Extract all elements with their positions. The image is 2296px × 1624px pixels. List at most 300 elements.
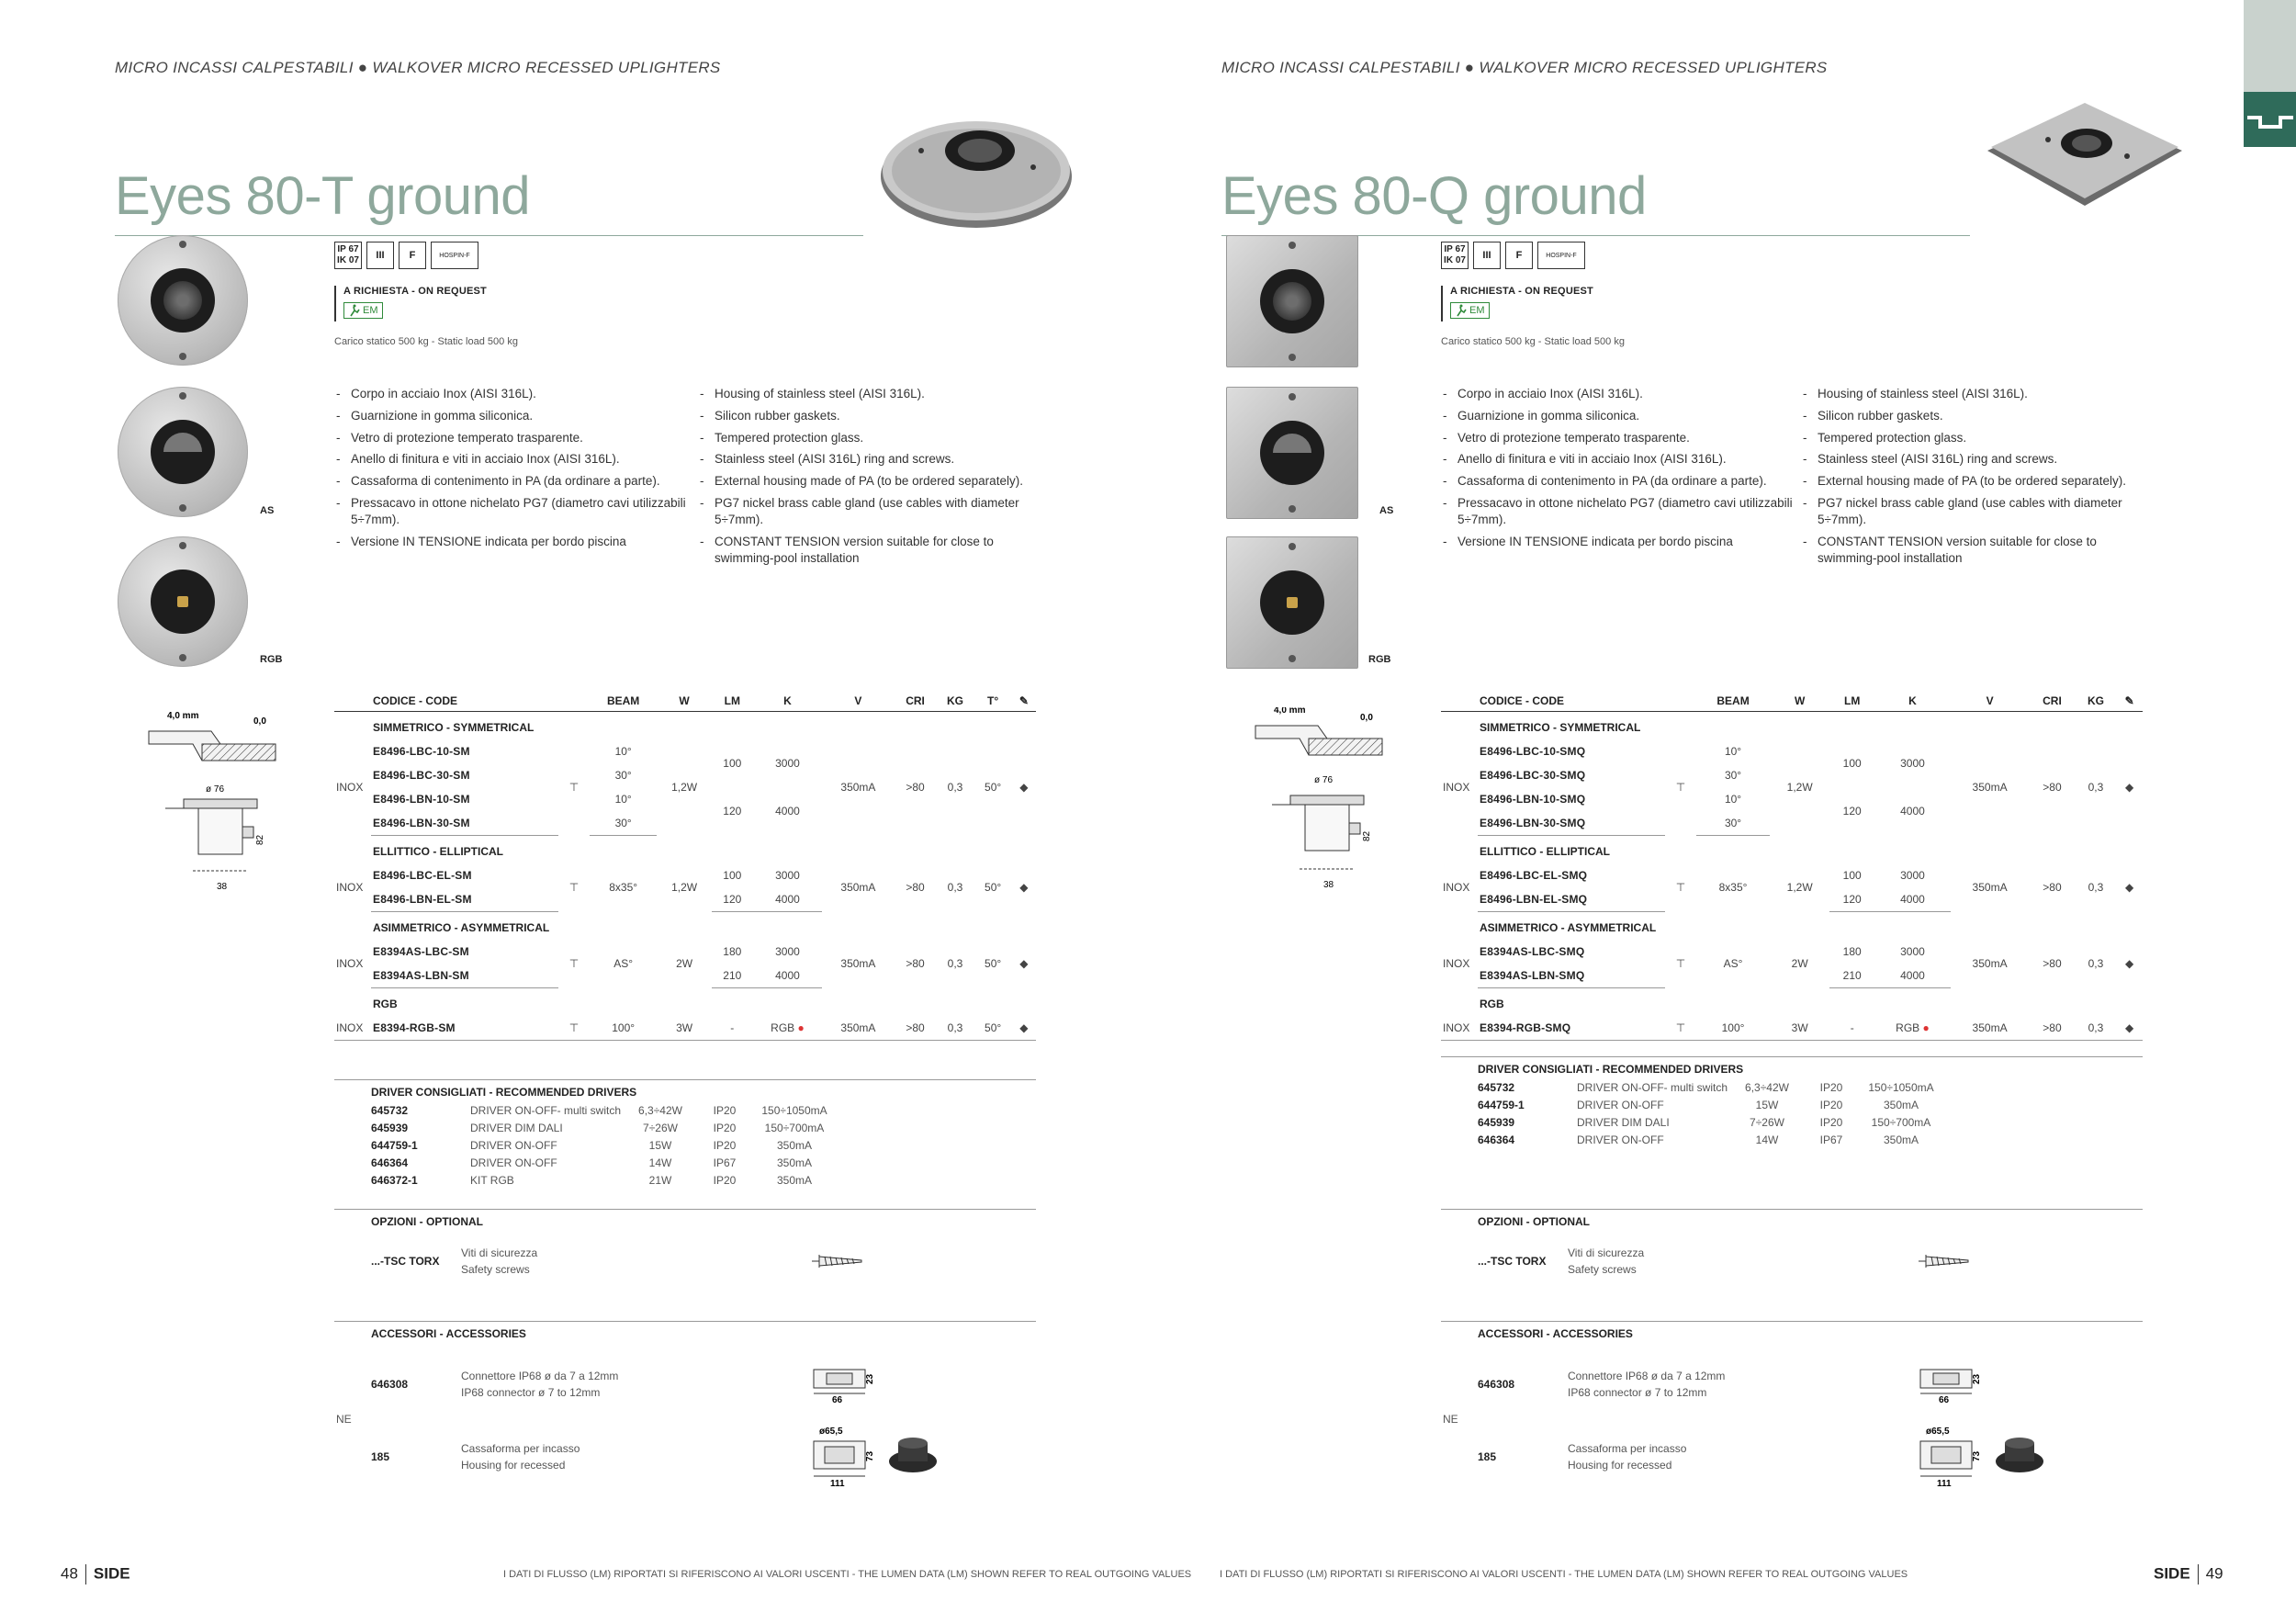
lamp-icon: ⊤ xyxy=(568,781,580,795)
lamp-icon: ⊤ xyxy=(1675,881,1686,895)
accessory-desc-it: Cassaforma per incasso xyxy=(461,1442,580,1455)
rgb-label: RGB xyxy=(771,1021,795,1034)
on-request-label: A RICHIESTA - ON REQUEST xyxy=(343,286,487,297)
lumen: 100 xyxy=(1842,757,1862,770)
feature-it: - Anello di finitura e viti in acciaio Inox (AISI 316L). xyxy=(1441,451,1797,468)
svg-text:23: 23 xyxy=(1972,1373,1982,1384)
screw-icon xyxy=(179,353,186,360)
driver-row: 645732 DRIVER ON-OFF- multi switch 6,3÷42W IP20 150÷1050mA xyxy=(1478,1081,1934,1094)
current: 350mA xyxy=(1972,781,2008,795)
on-request-label: A RICHIESTA - ON REQUEST xyxy=(1450,286,1593,297)
svg-text:73: 73 xyxy=(1972,1450,1982,1461)
ip-ik-rating: IP 67 IK 07 xyxy=(334,242,362,269)
accessory-desc-it: Connettore IP68 ø da 7 a 12mm xyxy=(461,1370,619,1382)
finish: INOX xyxy=(334,1016,371,1041)
table-row xyxy=(1441,739,2143,763)
beam: AS° xyxy=(613,957,634,971)
driver-row: 645939 DRIVER DIM DALI 7÷26W IP20 150÷700mA xyxy=(371,1122,825,1134)
photo-label-rgb: RGB xyxy=(260,654,283,665)
feature-en: - Housing of stainless steel (AISI 316L). xyxy=(698,386,1054,402)
optional-code: ...-TSC TORX xyxy=(1478,1255,1547,1268)
col-cri: CRI xyxy=(895,691,937,712)
current: 350mA xyxy=(1951,1016,2030,1041)
kelvin: 3000 xyxy=(1900,945,1925,958)
em-badge xyxy=(1450,302,1490,319)
rgb-label: RGB xyxy=(1896,1021,1920,1034)
kelvin: 3000 xyxy=(775,869,800,882)
spec-header-row xyxy=(1441,691,2143,712)
feature-en: - PG7 nickel brass cable gland (use cables with diameter 5÷7mm). xyxy=(698,495,1054,528)
svg-text:ø 76: ø 76 xyxy=(206,784,225,795)
accessory-code: 185 xyxy=(371,1450,390,1463)
photo-label-as: AS xyxy=(1379,505,1394,516)
photo-asymmetrical xyxy=(1226,387,1358,519)
screw-icon xyxy=(179,504,186,512)
weight: 0,3 xyxy=(2076,1016,2117,1041)
cri: >80 xyxy=(2043,881,2062,895)
beam: 100° xyxy=(590,1016,657,1041)
accessory-desc-en: Housing for recessed xyxy=(1568,1459,1672,1472)
cri: >80 xyxy=(2043,781,2062,795)
accessory-desc-it: Cassaforma per incasso xyxy=(1568,1442,1687,1455)
col-lm: LM xyxy=(712,691,753,712)
page-number: 49 xyxy=(2205,1564,2223,1583)
page-footer xyxy=(61,1564,130,1585)
weight: 0,3 xyxy=(2088,957,2104,971)
lumen: 210 xyxy=(712,964,753,988)
screw-icon xyxy=(1289,242,1296,249)
features-en xyxy=(1801,386,2157,571)
mark-icon: ◆ xyxy=(2116,1016,2143,1041)
optional-row xyxy=(334,1245,1036,1278)
beam: 10° xyxy=(614,745,632,758)
svg-text:82: 82 xyxy=(255,834,265,845)
optional-row xyxy=(1441,1245,2143,1278)
product-code: E8496-LBC-30-SMQ xyxy=(1480,769,1586,782)
on-request-block xyxy=(1441,286,1593,321)
product-code: E8394AS-LBN-SMQ xyxy=(1478,964,1665,988)
cri: >80 xyxy=(895,1016,937,1041)
connector-drawing-icon xyxy=(1917,1364,1990,1404)
driver-row: 645732 DRIVER ON-OFF- multi switch 6,3÷42W IP20 150÷1050mA xyxy=(371,1104,827,1117)
product-code: E8496-LBN-30-SMQ xyxy=(1478,811,1665,836)
lens xyxy=(151,420,215,484)
col-mark-icon: ✎ xyxy=(2116,691,2143,712)
svg-text:66: 66 xyxy=(832,1395,843,1404)
page-number: 48 xyxy=(61,1564,78,1583)
kelvin: 4000 xyxy=(753,964,823,988)
driver-row: 644759-1 DRIVER ON-OFF 15W IP20 350mA xyxy=(371,1139,813,1152)
svg-text:0,0: 0,0 xyxy=(253,716,266,727)
mark-icon: ◆ xyxy=(1019,881,1029,895)
kelvin: 3000 xyxy=(775,945,800,958)
current: 350mA xyxy=(840,781,876,795)
weight: 0,3 xyxy=(937,1016,974,1041)
photo-asymmetrical xyxy=(118,387,248,517)
watt: 1,2W xyxy=(1786,781,1813,795)
technical-drawing xyxy=(147,707,285,905)
screw-icon xyxy=(179,392,186,400)
col-k: K xyxy=(1874,691,1951,712)
group-title: ASIMMETRICO - ASYMMETRICAL xyxy=(373,921,550,934)
lumen: 180 xyxy=(1842,945,1862,958)
col-mark-icon: ✎ xyxy=(1012,691,1036,712)
product-code: E8394AS-LBN-SM xyxy=(371,964,558,988)
feature-it: - Corpo in acciaio Inox (AISI 316L). xyxy=(1441,386,1797,402)
certification-icons xyxy=(334,242,478,269)
group-title: ELLITTICO - ELLIPTICAL xyxy=(1480,845,1610,858)
product-code: E8394-RGB-SMQ xyxy=(1478,1016,1665,1041)
table-row xyxy=(334,739,1036,763)
screw-icon xyxy=(179,241,186,248)
lamp-icon: ⊤ xyxy=(558,1016,590,1041)
driver-row: 644759-1 DRIVER ON-OFF 15W IP20 350mA xyxy=(1478,1099,1919,1111)
product-title: Eyes 80-T ground xyxy=(115,166,530,226)
feature-it: - Vetro di protezione temperato trasparente. xyxy=(334,430,691,446)
photo-label-rgb: RGB xyxy=(1368,654,1391,665)
class-iii-icon: III xyxy=(366,242,394,269)
product-render xyxy=(1984,103,2186,213)
accessory-code: 646308 xyxy=(371,1378,409,1391)
finish: INOX xyxy=(1443,781,1470,795)
finish: INOX xyxy=(1441,1016,1478,1041)
product-render xyxy=(877,112,1075,231)
beam: 30° xyxy=(1696,811,1770,836)
lamp-asym-icon: ⊤ xyxy=(1675,957,1686,971)
product-code: E8496-LBC-30-SM xyxy=(373,769,470,782)
em-label: EM xyxy=(1469,305,1485,316)
lamp-icon: ⊤ xyxy=(568,881,580,895)
right-page xyxy=(1107,0,2255,1624)
current: 350mA xyxy=(1972,881,2008,895)
accessories-section xyxy=(1441,1321,2143,1489)
page-header: MICRO INCASSI CALPESTABILI ● WALKOVER MICRO RECESSED UPLIGHTERS xyxy=(115,59,721,76)
photo-rgb xyxy=(118,536,248,667)
accessories-title: ACCESSORI - ACCESSORIES xyxy=(334,1321,1036,1344)
svg-text:ø65,5: ø65,5 xyxy=(1926,1427,1950,1437)
feature-it: - Versione IN TENSIONE indicata per bordo piscina xyxy=(1441,534,1797,550)
photo-symmetrical xyxy=(1226,235,1358,367)
svg-text:111: 111 xyxy=(1937,1479,1952,1489)
table-row xyxy=(334,1016,1036,1041)
watt: 3W xyxy=(1770,1016,1829,1041)
table-row xyxy=(1441,863,2143,887)
drivers-section xyxy=(1441,1056,2143,1149)
feature-en: - External housing made of PA (to be ordered separately). xyxy=(698,473,1054,490)
beam: 8x35° xyxy=(609,881,638,895)
on-request-block xyxy=(334,286,487,321)
optional-section xyxy=(334,1209,1036,1278)
driver-row: 646364 DRIVER ON-OFF 14W IP67 350mA xyxy=(1478,1133,1919,1146)
mark-icon: ◆ xyxy=(1019,781,1029,795)
weight: 0,3 xyxy=(947,881,963,895)
kelvin: 4000 xyxy=(775,805,800,818)
product-code: E8496-LBN-EL-SM xyxy=(371,887,558,912)
screw-icon xyxy=(179,542,186,549)
feature-en: - Stainless steel (AISI 316L) ring and screws. xyxy=(698,451,1054,468)
photo-rgb xyxy=(1226,536,1358,669)
screw-icon xyxy=(179,654,186,661)
cri: >80 xyxy=(906,781,925,795)
f-mark-icon: F xyxy=(1505,242,1533,269)
weight: 0,3 xyxy=(2088,781,2104,795)
beam: 10° xyxy=(614,793,632,806)
lumen: - xyxy=(712,1016,753,1041)
screw-icon xyxy=(1289,393,1296,400)
static-load: Carico statico 500 kg - Static load 500 kg xyxy=(1441,336,1625,347)
svg-text:0,0: 0,0 xyxy=(1360,713,1373,723)
emergency-exit-icon xyxy=(348,304,361,317)
svg-text:111: 111 xyxy=(830,1479,845,1489)
col-cri: CRI xyxy=(2029,691,2075,712)
feature-it: - Vetro di protezione temperato trasparente. xyxy=(1441,430,1797,446)
photo-label-as: AS xyxy=(260,505,275,516)
group-title: RGB xyxy=(373,998,398,1010)
temperature: 50° xyxy=(985,881,1002,895)
product-code: E8496-LBC-10-SMQ xyxy=(1480,745,1586,758)
technical-drawing-svg xyxy=(1254,707,1391,900)
col-code: CODICE - CODE xyxy=(1478,691,1665,712)
drivers-section xyxy=(334,1079,1036,1190)
product-image-round xyxy=(877,112,1075,236)
feature-en: - Tempered protection glass. xyxy=(1801,430,2157,446)
screw-icon xyxy=(1289,505,1296,513)
lumen: 120 xyxy=(712,887,753,912)
watt: 1,2W xyxy=(671,881,698,895)
lens xyxy=(151,268,215,333)
f-mark-icon: F xyxy=(399,242,426,269)
lumen: 100 xyxy=(1842,869,1862,882)
footer-note: I DATI DI FLUSSO (LM) RIPORTATI SI RIFERISCONO AI VALORI USCENTI - THE LUMEN DATA (LM) SHOWN REFER TO REAL OUTGOING VALUES xyxy=(1220,1569,1908,1580)
lumen: 120 xyxy=(1829,887,1874,912)
page-header: MICRO INCASSI CALPESTABILI ● WALKOVER MICRO RECESSED UPLIGHTERS xyxy=(1221,59,1828,76)
product-code: E8496-LBN-10-SMQ xyxy=(1480,793,1586,806)
col-w: W xyxy=(1770,691,1829,712)
svg-text:23: 23 xyxy=(865,1373,875,1384)
housing-drawing-icon xyxy=(1917,1425,2045,1489)
spec-header-row xyxy=(334,691,1036,712)
svg-text:38: 38 xyxy=(217,882,228,892)
col-v: V xyxy=(1951,691,2030,712)
product-code: E8394AS-LBC-SMQ xyxy=(1480,945,1585,958)
lamp-asym-icon: ⊤ xyxy=(568,957,580,971)
group-title: ELLITTICO - ELLIPTICAL xyxy=(373,845,503,858)
beam: AS° xyxy=(1723,957,1743,971)
finish: INOX xyxy=(336,957,364,971)
watt: 3W xyxy=(657,1016,712,1041)
kelvin: 4000 xyxy=(1874,887,1951,912)
optional-title: OPZIONI - OPTIONAL xyxy=(334,1209,1036,1232)
current: 350mA xyxy=(822,1016,894,1041)
watt: 2W xyxy=(1791,957,1808,971)
page-footer xyxy=(2154,1564,2223,1585)
mark-icon: ◆ xyxy=(1012,1016,1036,1041)
lumen: 210 xyxy=(1829,964,1874,988)
col-temp: T° xyxy=(974,691,1011,712)
accessory-row xyxy=(1441,1357,2143,1412)
col-code: CODICE - CODE xyxy=(371,691,558,712)
weight: 0,3 xyxy=(947,781,963,795)
accessory-desc-en: IP68 connector ø 7 to 12mm xyxy=(1568,1386,1707,1399)
beam: 30° xyxy=(590,811,657,836)
temperature: 50° xyxy=(985,781,1002,795)
col-v: V xyxy=(822,691,894,712)
table-row xyxy=(1441,940,2143,964)
rgb-cell xyxy=(753,1016,823,1041)
beam: 10° xyxy=(1724,793,1742,806)
driver-row: 645939 DRIVER DIM DALI 7÷26W IP20 150÷700mA xyxy=(1478,1116,1931,1129)
finish: INOX xyxy=(336,881,364,895)
drivers-title: DRIVER CONSIGLIATI - RECOMMENDED DRIVERS xyxy=(1441,1056,2143,1079)
product-code: E8496-LBN-30-SM xyxy=(371,811,558,836)
optional-title: OPZIONI - OPTIONAL xyxy=(1441,1209,2143,1232)
accessory-code: 646308 xyxy=(1478,1378,1515,1391)
cri: >80 xyxy=(2029,1016,2075,1041)
features-it xyxy=(1441,386,1797,556)
driver-row: 646364 DRIVER ON-OFF 14W IP67 350mA xyxy=(371,1156,813,1169)
col-w: W xyxy=(657,691,712,712)
photo-symmetrical xyxy=(118,235,248,366)
col-beam: BEAM xyxy=(590,691,657,712)
feature-en: - Tempered protection glass. xyxy=(698,430,1054,446)
kelvin: 4000 xyxy=(753,887,823,912)
certification-icons xyxy=(1441,242,1585,269)
kelvin: 4000 xyxy=(1900,805,1925,818)
finish: INOX xyxy=(1443,957,1470,971)
title-rule xyxy=(115,235,863,236)
emergency-exit-icon xyxy=(1455,304,1468,317)
hospin-icon: HOSPIN-F xyxy=(1537,242,1585,269)
feature-it: - Corpo in acciaio Inox (AISI 316L). xyxy=(334,386,691,402)
beam: 8x35° xyxy=(1718,881,1748,895)
feature-en: - Silicon rubber gaskets. xyxy=(698,408,1054,424)
brand: SIDE xyxy=(93,1564,130,1583)
feature-it: - Guarnizione in gomma siliconica. xyxy=(334,408,691,424)
svg-text:66: 66 xyxy=(1939,1395,1950,1404)
product-code: E8394-RGB-SM xyxy=(371,1016,558,1041)
product-code: E8496-LBN-EL-SMQ xyxy=(1478,887,1665,912)
feature-it: - Versione IN TENSIONE indicata per bordo piscina xyxy=(334,534,691,550)
feature-en: - PG7 nickel brass cable gland (use cables with diameter 5÷7mm). xyxy=(1801,495,2157,528)
col-lm: LM xyxy=(1829,691,1874,712)
cri: >80 xyxy=(906,881,925,895)
technical-drawing xyxy=(1254,707,1391,905)
svg-text:4,0 mm: 4,0 mm xyxy=(1274,707,1306,716)
feature-en: - CONSTANT TENSION version suitable for close to swimming-pool installation xyxy=(698,534,1054,567)
class-iii-icon: III xyxy=(1473,242,1501,269)
watt: 2W xyxy=(676,957,693,971)
current: 350mA xyxy=(840,881,876,895)
spec-table xyxy=(334,691,1036,1041)
housing-drawing-icon xyxy=(810,1425,939,1489)
lumen: - xyxy=(1829,1016,1874,1041)
current: 350mA xyxy=(840,957,876,971)
weight: 0,3 xyxy=(947,957,963,971)
ne-label: NE xyxy=(1443,1413,1458,1426)
finish: INOX xyxy=(1443,881,1470,895)
feature-it: - Guarnizione in gomma siliconica. xyxy=(1441,408,1797,424)
weight: 0,3 xyxy=(2088,881,2104,895)
mark-icon: ◆ xyxy=(2125,881,2134,895)
feature-en: - CONSTANT TENSION version suitable for close to swimming-pool installation xyxy=(1801,534,2157,567)
lumen: 120 xyxy=(1842,805,1862,818)
optional-code: ...-TSC TORX xyxy=(371,1255,440,1268)
group-title: RGB xyxy=(1480,998,1504,1010)
accessory-row xyxy=(334,1357,1036,1412)
lens xyxy=(1260,570,1324,635)
footer-note: I DATI DI FLUSSO (LM) RIPORTATI SI RIFERISCONO AI VALORI USCENTI - THE LUMEN DATA (LM) SHOWN REFER TO REAL OUTGOING VALUES xyxy=(503,1569,1192,1580)
optional-desc-en: Safety screws xyxy=(461,1263,530,1276)
beam: 30° xyxy=(614,769,632,782)
accessory-desc-en: IP68 connector ø 7 to 12mm xyxy=(461,1386,601,1399)
rgb-wheel-icon: ● xyxy=(1922,1021,1930,1034)
kelvin: 4000 xyxy=(1874,964,1951,988)
table-row xyxy=(334,863,1036,887)
rgb-wheel-icon: ● xyxy=(797,1021,805,1034)
product-title: Eyes 80-Q ground xyxy=(1221,166,1647,226)
col-beam: BEAM xyxy=(1696,691,1770,712)
beam: 30° xyxy=(1724,769,1742,782)
accessory-desc-en: Housing for recessed xyxy=(461,1459,566,1472)
ip-ik-rating: IP 67 IK 07 xyxy=(1441,242,1469,269)
driver-row: 646372-1 KIT RGB 21W IP20 350mA xyxy=(371,1174,813,1187)
accessory-code: 185 xyxy=(1478,1450,1497,1463)
product-image-square xyxy=(1984,103,2186,218)
group-title: SIMMETRICO - SYMMETRICAL xyxy=(1480,721,1641,734)
feature-it: - Cassaforma di contenimento in PA (da ordinare a parte). xyxy=(334,473,691,490)
screw-icon xyxy=(1917,1251,1972,1271)
screw-icon xyxy=(1289,655,1296,662)
product-code: E8496-LBC-EL-SMQ xyxy=(1480,869,1588,882)
group-title: SIMMETRICO - SYMMETRICAL xyxy=(373,721,535,734)
temperature: 50° xyxy=(974,1016,1011,1041)
feature-it: - Pressacavo in ottone nichelato PG7 (diametro cavi utilizzabili 5÷7mm). xyxy=(1441,495,1797,528)
optional-desc-en: Safety screws xyxy=(1568,1263,1637,1276)
accessories-title: ACCESSORI - ACCESSORIES xyxy=(1441,1321,2143,1344)
col-kg: KG xyxy=(937,691,974,712)
feature-it: - Anello di finitura e viti in acciaio Inox (AISI 316L). xyxy=(334,451,691,468)
accessory-desc-it: Connettore IP68 ø da 7 a 12mm xyxy=(1568,1370,1726,1382)
cri: >80 xyxy=(2043,957,2062,971)
feature-en: - External housing made of PA (to be ordered separately). xyxy=(1801,473,2157,490)
beam: 10° xyxy=(1724,745,1742,758)
mark-icon: ◆ xyxy=(1019,957,1029,971)
feature-it: - Cassaforma di contenimento in PA (da ordinare a parte). xyxy=(1441,473,1797,490)
lumen: 120 xyxy=(723,805,742,818)
watt: 1,2W xyxy=(1786,881,1813,895)
lamp-icon: ⊤ xyxy=(1665,1016,1696,1041)
kelvin: 3000 xyxy=(1900,869,1925,882)
product-code: E8394AS-LBC-SM xyxy=(373,945,469,958)
product-code: E8496-LBC-10-SM xyxy=(373,745,470,758)
screw-icon xyxy=(1289,354,1296,361)
feature-en: - Stainless steel (AISI 316L) ring and screws. xyxy=(1801,451,2157,468)
lens xyxy=(1260,421,1324,485)
accessories-section xyxy=(334,1321,1036,1489)
lamp-icon: ⊤ xyxy=(1675,781,1686,795)
lumen: 100 xyxy=(723,869,742,882)
drivers-title: DRIVER CONSIGLIATI - RECOMMENDED DRIVERS xyxy=(334,1079,1036,1102)
kelvin: 3000 xyxy=(1900,757,1925,770)
feature-it: - Pressacavo in ottone nichelato PG7 (diametro cavi utilizzabili 5÷7mm). xyxy=(334,495,691,528)
screw-icon xyxy=(1289,543,1296,550)
watt: 1,2W xyxy=(671,781,698,795)
table-row xyxy=(1441,1016,2143,1041)
feature-en: - Housing of stainless steel (AISI 316L). xyxy=(1801,386,2157,402)
col-kg: KG xyxy=(2076,691,2117,712)
features-en xyxy=(698,386,1054,571)
technical-drawing-svg xyxy=(147,707,285,900)
